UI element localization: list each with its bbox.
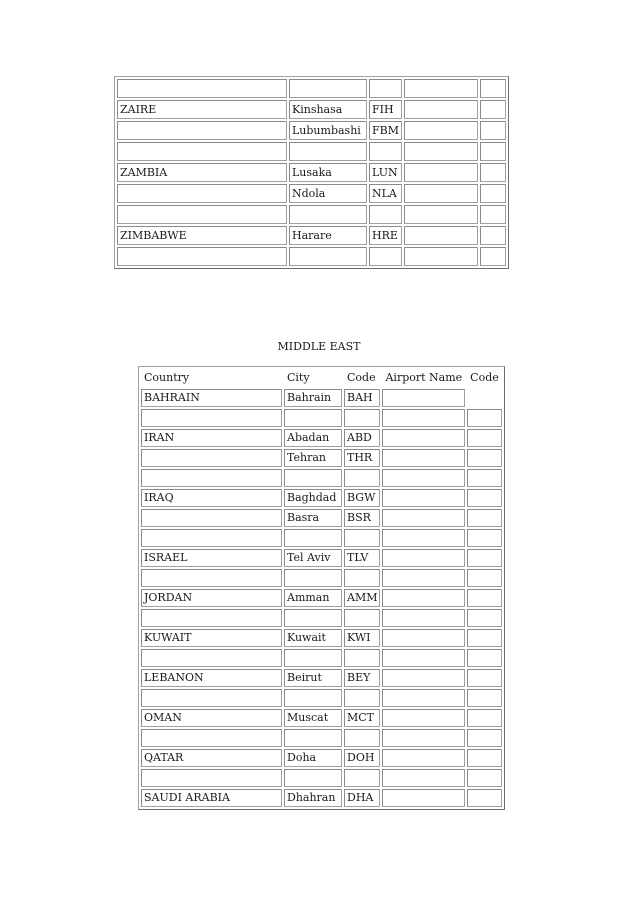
cell-airport [382,409,465,427]
cell-code: BEY [344,669,380,687]
cell-code2 [467,669,502,687]
africa-table-body [117,79,506,266]
cell-country [117,142,287,161]
cell-country: IRAN [141,429,282,447]
cell-airport [382,449,465,467]
cell-city: Beirut [284,669,342,687]
cell-airport [382,469,465,487]
cell-code2 [480,100,506,119]
cell-code: HRE [369,226,402,245]
table-row [117,121,506,140]
cell-country [141,729,282,747]
cell-code2 [467,769,502,787]
cell-code2 [480,247,506,266]
cell-country [141,409,282,427]
cell-country [141,529,282,547]
cell-airport [404,121,478,140]
cell-airport [382,389,465,407]
cell-airport [382,589,465,607]
cell-airport [404,247,478,266]
cell-airport [382,689,465,707]
cell-city: Amman [284,589,342,607]
cell-airport [382,529,465,547]
cell-country: JORDAN [141,589,282,607]
table-row [141,689,502,707]
cell-city: Harare [289,226,367,245]
cell-code2 [467,749,502,767]
middle-east-table-body [141,389,502,807]
cell-code2 [480,79,506,98]
cell-country: KUWAIT [141,629,282,647]
cell-airport [404,163,478,182]
cell-country: ZAIRE [117,100,287,119]
cell-code: KWI [344,629,380,647]
cell-code2 [467,489,502,507]
cell-city: Lusaka [289,163,367,182]
table-row [141,789,502,807]
cell-country: ISRAEL [141,549,282,567]
cell-airport [404,226,478,245]
cell-city [284,529,342,547]
cell-city: Kinshasa [289,100,367,119]
cell-code: THR [344,449,380,467]
cell-code2 [480,163,506,182]
cell-country [117,205,287,224]
cell-city [289,79,367,98]
cell-code [344,649,380,667]
cell-country [141,509,282,527]
table-row [141,589,502,607]
middle-east-airport-table [138,366,505,810]
table-row [141,449,502,467]
cell-city [289,247,367,266]
cell-airport [382,629,465,647]
cell-city: Dhahran [284,789,342,807]
header-code: Code [347,371,376,384]
table-row [141,669,502,687]
cell-airport [382,749,465,767]
table-row [141,489,502,507]
cell-code2 [467,509,502,527]
table-row [141,709,502,727]
cell-code2 [467,689,502,707]
cell-code2 [467,569,502,587]
cell-city [284,409,342,427]
cell-city: Ndola [289,184,367,203]
cell-code [344,469,380,487]
cell-city: Doha [284,749,342,767]
cell-country: OMAN [141,709,282,727]
cell-code2 [467,649,502,667]
cell-airport [382,649,465,667]
cell-country: QATAR [141,749,282,767]
cell-code: MCT [344,709,380,727]
cell-airport [404,79,478,98]
cell-country [141,469,282,487]
cell-code [344,769,380,787]
table-row [141,609,502,627]
cell-country [141,609,282,627]
cell-code [369,247,402,266]
cell-code: LUN [369,163,402,182]
cell-country [141,769,282,787]
cell-city [289,142,367,161]
cell-country [117,184,287,203]
cell-code2 [467,729,502,747]
cell-code2 [467,429,502,447]
cell-country: BAHRAIN [141,389,282,407]
cell-airport [382,429,465,447]
cell-country: SAUDI ARABIA [141,789,282,807]
table-row [117,226,506,245]
table-row [141,629,502,647]
cell-code [369,142,402,161]
table-row [141,649,502,667]
cell-city: Bahrain [284,389,342,407]
cell-code [344,689,380,707]
table-header-row [141,369,502,387]
cell-code: BGW [344,489,380,507]
cell-code2 [480,121,506,140]
cell-code2 [467,709,502,727]
cell-airport [404,100,478,119]
cell-airport [382,489,465,507]
cell-code [344,569,380,587]
header-country: Country [144,371,190,384]
cell-code [369,79,402,98]
cell-country [141,689,282,707]
cell-airport [382,609,465,627]
cell-code2 [467,389,502,407]
header-airport-name: Airport Name [385,371,463,384]
cell-code: FIH [369,100,402,119]
cell-code [344,529,380,547]
table-row [141,749,502,767]
cell-code: BSR [344,509,380,527]
cell-airport [382,789,465,807]
cell-city [284,689,342,707]
cell-city: Kuwait [284,629,342,647]
table-row [117,100,506,119]
cell-code: FBM [369,121,402,140]
cell-city: Baghdad [284,489,342,507]
header-city: City [287,371,310,384]
cell-airport [404,142,478,161]
cell-airport [382,569,465,587]
cell-airport [382,729,465,747]
cell-code2 [480,226,506,245]
cell-country [117,121,287,140]
cell-city: Basra [284,509,342,527]
table-row [141,569,502,587]
cell-airport [382,709,465,727]
cell-city: Abadan [284,429,342,447]
table-row [117,79,506,98]
cell-country [117,247,287,266]
table-row [141,729,502,747]
cell-city [284,769,342,787]
cell-airport [404,184,478,203]
cell-country [141,649,282,667]
cell-country: ZIMBABWE [117,226,287,245]
cell-code2 [480,142,506,161]
cell-code2 [467,609,502,627]
cell-airport [382,509,465,527]
header-code-2: Code [470,371,499,384]
table-row [141,469,502,487]
cell-code: ABD [344,429,380,447]
cell-code2 [467,529,502,547]
table-row [141,549,502,567]
table-row [117,184,506,203]
cell-city [289,205,367,224]
cell-code [369,205,402,224]
cell-code: BAH [344,389,380,407]
cell-country [141,449,282,467]
table-row [141,769,502,787]
cell-country: IRAQ [141,489,282,507]
cell-country: LEBANON [141,669,282,687]
section-title-middle-east: MIDDLE EAST [277,340,361,353]
cell-code2 [480,205,506,224]
cell-country [117,79,287,98]
cell-code [344,609,380,627]
cell-country [141,569,282,587]
cell-code2 [467,589,502,607]
cell-code2 [467,469,502,487]
cell-city [284,649,342,667]
cell-code2 [467,549,502,567]
cell-city: Tehran [284,449,342,467]
africa-airport-table [114,76,509,269]
cell-city: Tel Aviv [284,549,342,567]
cell-country: ZAMBIA [117,163,287,182]
table-row [141,509,502,527]
cell-code2 [467,629,502,647]
table-row [141,529,502,547]
cell-city [284,569,342,587]
table-row [141,389,502,407]
cell-code2 [467,409,502,427]
table-row [117,163,506,182]
cell-city [284,729,342,747]
cell-code [344,729,380,747]
cell-code [344,409,380,427]
cell-city: Muscat [284,709,342,727]
cell-airport [382,769,465,787]
table-row [117,142,506,161]
cell-airport [404,205,478,224]
cell-airport [382,669,465,687]
cell-code: DOH [344,749,380,767]
cell-airport [382,549,465,567]
cell-code2 [467,789,502,807]
table-row [141,429,502,447]
cell-code: DHA [344,789,380,807]
cell-code2 [480,184,506,203]
cell-city [284,469,342,487]
cell-city [284,609,342,627]
cell-code: NLA [369,184,402,203]
cell-city: Lubumbashi [289,121,367,140]
cell-code2 [467,449,502,467]
table-row [117,205,506,224]
cell-code: AMM [344,589,380,607]
table-row [117,247,506,266]
cell-code: TLV [344,549,380,567]
table-row [141,409,502,427]
